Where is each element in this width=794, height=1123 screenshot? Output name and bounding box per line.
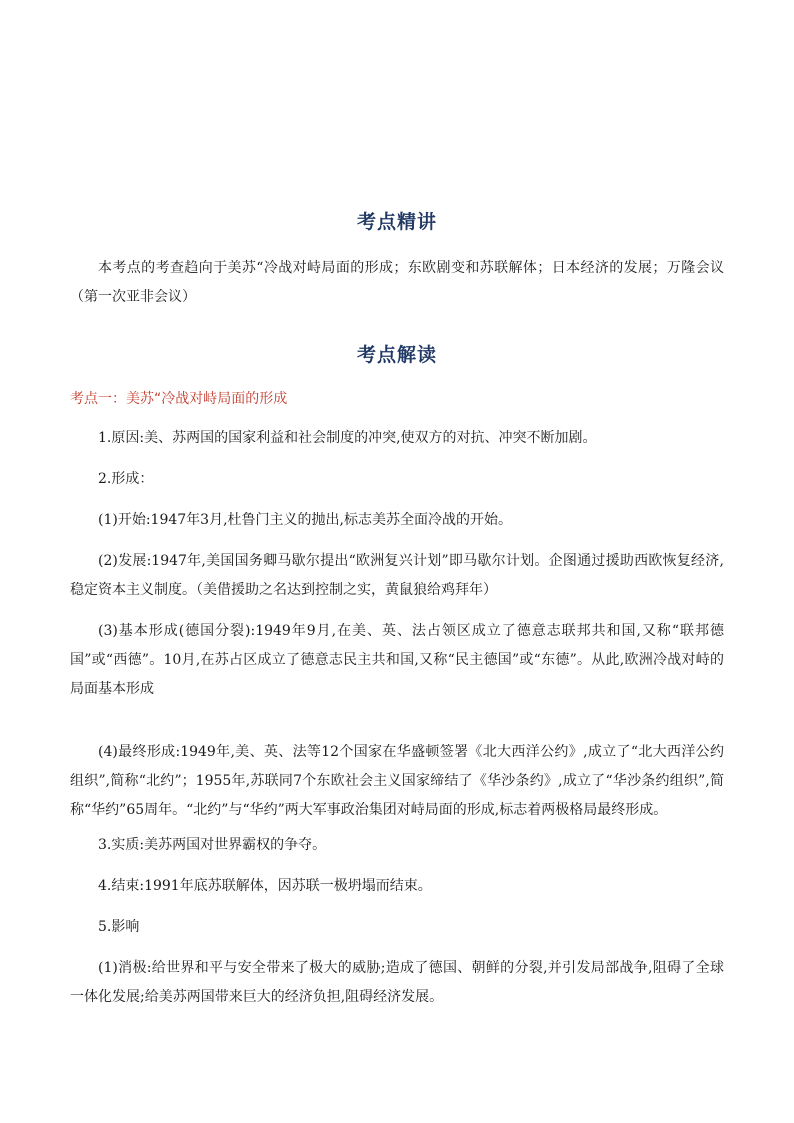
intro-paragraph: 本考点的考查趋向于美苏“冷战对峙局面的形成；东欧剧变和苏联解体；日本经济的发展；万隆会议（第一次亚非会议）: [70, 260, 724, 305]
paragraph-negative-impact: (1)消极:给世界和平与安全带来了极大的威胁;造成了德国、朝鲜的分裂,并引发局部战争,阻碍了全球一体化发展;给美苏两国带来巨大的经济负担,阻碍经济发展。: [70, 960, 724, 1005]
section-heading-key-points: 考点精讲: [356, 211, 437, 233]
section-heading-interpretation: 考点解读: [356, 344, 437, 366]
paragraph-formation: 2.形成：: [98, 471, 154, 487]
paragraph-development: (2)发展:1947年,美国国务卿马歇尔提出“欧洲复兴计划”即马歇尔计划。企图通过援助西欧恢复经济,稳定资本主义制度。（美借援助之名达到控制之实，黄鼠狼给鸡拜年）: [70, 553, 724, 598]
paragraph-impact: 5.影响: [98, 919, 140, 935]
paragraph-basic-formation: (3)基本形成(德国分裂):1949年9月,在美、英、法占领区成立了德意志联邦共和国,又称“联邦德国”或“西德”。10月,在苏占区成立了德意志民主共和国,又称“民主德国”或“东德”。从此,欧洲冷战对峙的局面基本形成: [70, 623, 724, 697]
paragraph-end: 4.结束:1991年底苏联解体，因苏联一极坍塌而结束。: [98, 878, 432, 894]
paragraph-start: (1)开始:1947年3月,杜鲁门主义的抛出,标志美苏全面冷战的开始。: [98, 512, 512, 528]
subheading-point-one: 考点一：美苏“冷战对峙局面的形成: [70, 391, 288, 407]
paragraph-essence: 3.实质:美苏两国对世界霸权的争夺。: [98, 837, 327, 853]
paragraph-cause: 1.原因:美、苏两国的国家利益和社会制度的冲突,使双方的对抗、冲突不断加剧。: [98, 430, 597, 446]
paragraph-final-formation: (4)最终形成:1949年,美、英、法等12个国家在华盛顿签署《北大西洋公约》,成立了“北大西洋公约组织”,简称“北约”；1955年,苏联同7个东欧社会主义国家缔结了《华沙条约》,成立了“华沙条约组织”,简称“华约”65周年。“北约”与“华约”两大军事政治集团对峙局面的形成,标志着两极格局最终形成。: [70, 744, 724, 818]
